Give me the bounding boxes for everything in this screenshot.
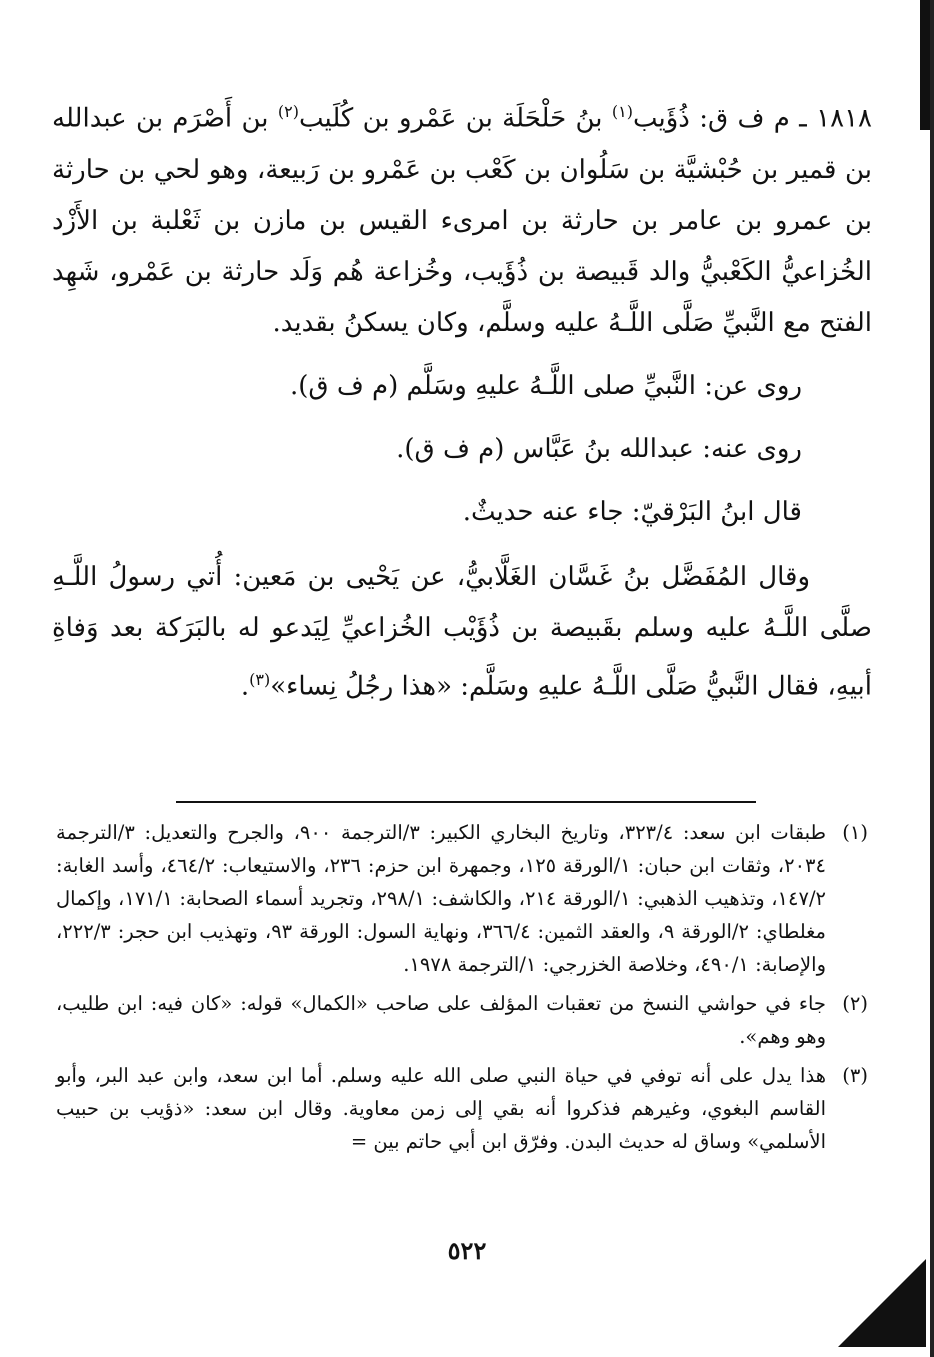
- page-number: ٥٢٢: [447, 1236, 487, 1265]
- footnote-1: [56, 816, 868, 981]
- main-text: [52, 86, 872, 712]
- footnote-separator: [176, 801, 756, 803]
- entry-intro: ١٨١٨ ـ م ف ق: ذُؤَيب: [632, 103, 872, 134]
- footnotes: [56, 816, 868, 1164]
- ibn-barqi-statement: قال ابنُ البَرْقيّ: جاء عنه حديثٌ.: [462, 496, 802, 527]
- biography-entry: [52, 86, 872, 349]
- footnote-text: هذا يدل على أنه توفي في حياة النبي صلى الله عليه وسلم. أما ابن سعد، وابن عبد البر، وأبو القاسم البغوي، وغيرهم فذكروا أنه بقي إلى زمن معاوية. وقال ابن سعد: «ذؤيب بن حبيب الأسلمي» وساق له حديث البدن. وفرّق ابن أبي حاتم بين =: [56, 1064, 826, 1153]
- footnote-ref-1: (١): [611, 102, 633, 121]
- entry-name: بنُ حَلْحَلَة بن عَمْرو بن كُلَيب: [298, 103, 612, 134]
- scan-border-right: [930, 0, 934, 1357]
- quote-end: .: [240, 671, 250, 702]
- quote-text: وقال المُفَضَّل بنُ غَسَّان الغَلَّابيُّ، عن يَحْيى بن مَعين: أُتي رسولُ اللَّـهِ صلَّى اللَّـهُ عليه وسلم بقَبيصة بن ذُؤَيْب الخُزاعيِّ لِيَدعو له بالبَرَكة بعد وَفاةِ أبيهِ، فقال النَّبيُّ صَلَّى اللَّـهُ عليهِ وسَلَّم: «هذا رجُلُ نِساء»: [52, 561, 872, 702]
- footnote-text: جاء في حواشي النسخ من تعقبات المؤلف على صاحب «الكمال» قوله: «كان فيه: ابن طليب، وهو وهم».: [56, 992, 826, 1048]
- entry-lineage: بن أَصْرَم بن عبدالله بن قمير بن حُبْشيَّة بن سَلُوان بن كَعْب بن عَمْرو بن رَبيعة، وهو لحي بن حارثة بن عمرو بن عامر بن حارثة بن امرىء القيس بن مازن بن ثَعْلبة بن الأَزْد الخُزاعيُّ الكَعْبيُّ والد قَبيصة بن ذُؤَيب، وخُزاعة هُم وَلَد حارثة بن عَمْرو، شَهِد الفتح مع النَّبيِّ صَلَّى اللَّـهُ عليه وسلَّم، وكان يسكنُ بقديد.: [52, 103, 872, 338]
- narrated-by: روى عنه: عبدالله بنُ عَبَّاس (م ف ق).: [396, 433, 802, 464]
- footnote-text: طبقات ابن سعد: ٣٢٣/٤، وتاريخ البخاري الكبير: ٣/الترجمة ٩٠٠، والجرح والتعديل: ٣/الترجمة ٢٠٣٤، وثقات ابن حبان: ١/الورقة ١٢٥، وجمهرة ابن حزم: ٢٣٦، والاستيعاب: ٤٦٤/٢، وأسد الغابة: ١٤٧/٢، وتذهيب الذهبي: ١/الورقة ٢١٤، والكاشف: ٢٩٨/١، وتجريد أسماء الصحابة: ١٧١/١، وإكمال مغلطاي: ٢/الورقة ٩، والعقد الثمين: ٣٦٦/٤، ونهاية السول: الورقة ٩٣، وتهذيب ابن حجر: ٢٢٢/٣، والإصابة: ٤٩٠/١، وخلاصة الخزرجي: ١/الترجمة ١٩٧٨.: [56, 821, 827, 976]
- scan-corner-triangle: [838, 1259, 926, 1347]
- mufaddal-quote: [52, 552, 872, 713]
- narrated-from: روى عن: النَّبيِّ صلى اللَّـهُ عليهِ وسَلَّم (م ف ق).: [289, 370, 802, 401]
- footnote-number: (١): [842, 821, 868, 844]
- footnote-ref-3: (٣): [249, 669, 271, 689]
- footnote-ref-2: (٢): [277, 102, 299, 121]
- footnote-number: (٢): [842, 992, 868, 1015]
- footnote-3: [56, 1059, 868, 1158]
- footnote-2: [56, 987, 868, 1053]
- footnote-number: (٣): [842, 1064, 868, 1087]
